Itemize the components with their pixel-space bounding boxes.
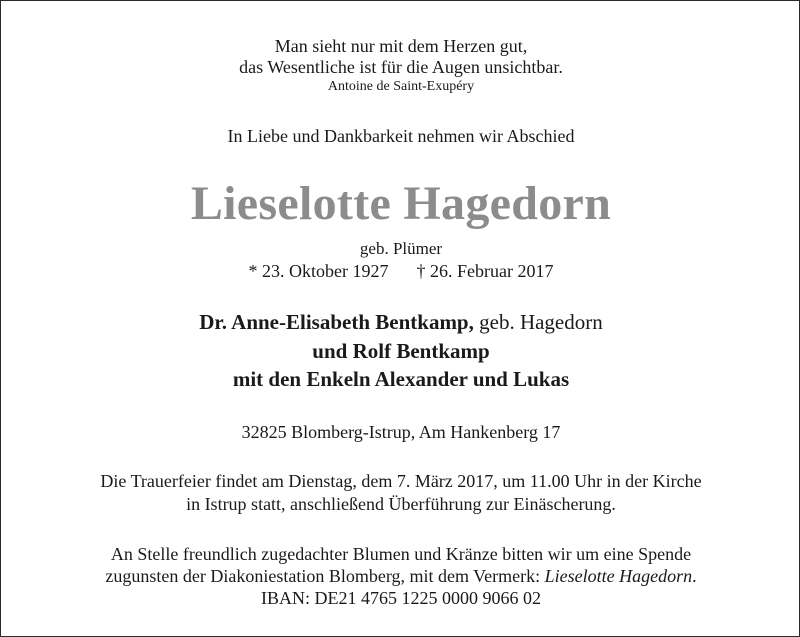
mourner-line-2: und Rolf Bentkamp [312, 339, 490, 363]
mourner-name: Dr. Anne-Elisabeth Bentkamp, [199, 310, 474, 334]
donation-reference: Lieselotte Hagedorn [544, 566, 693, 586]
iban: IBAN: DE21 4765 1225 0000 9066 02 [261, 588, 541, 608]
life-dates [1, 261, 800, 282]
donation-line-1: An Stelle freundlich zugedachter Blumen und Kränze bitten wir um eine Spende [110, 544, 692, 564]
birth-date: * 23. Oktober 1927 [248, 261, 389, 281]
quote-author: Antoine de Saint-Exupéry [327, 79, 475, 94]
birth-name: geb. Plümer [359, 239, 443, 258]
donation-line-2-prefix: zugunsten der Diakoniestation Blomberg, mit dem Vermerk: [105, 566, 545, 586]
funeral-line-2: in Istrup statt, anschließend Überführung zur Einäscherung. [186, 494, 616, 514]
farewell-text: In Liebe und Dankbarkeit nehmen wir Abschied [227, 126, 575, 146]
quote-line-1: Man sieht nur mit dem Herzen gut, [274, 36, 528, 56]
funeral-line-1: Die Trauerfeier findet am Dienstag, dem 7. März 2017, um 11.00 Uhr in der Kirche [100, 471, 702, 491]
donation-line-2-suffix: . [692, 566, 697, 586]
quote-line-2: das Wesentliche ist für die Augen unsichtbar. [239, 57, 563, 77]
mourner-line-1 [1, 310, 800, 335]
death-date: † 26. Februar 2017 [416, 261, 554, 281]
mourner-line-3: mit den Enkeln Alexander und Lukas [232, 367, 570, 391]
deceased-name: Lieselotte Hagedorn [190, 177, 612, 230]
address: 32825 Blomberg-Istrup, Am Hankenberg 17 [241, 422, 561, 442]
mourner-birth-name: geb. Hagedorn [473, 310, 603, 334]
donation-line-2 [1, 566, 800, 587]
